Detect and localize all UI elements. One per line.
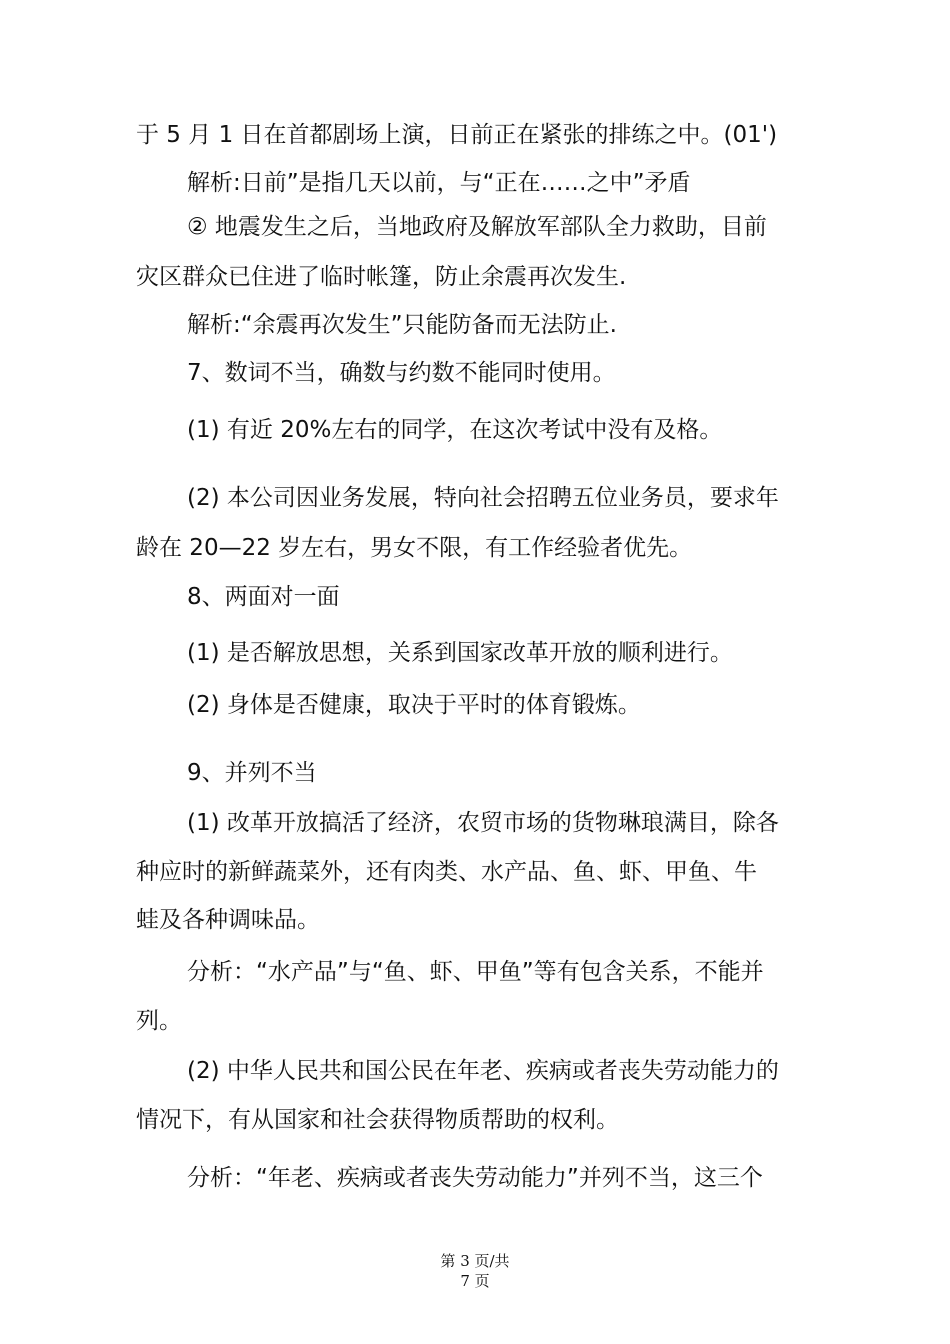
text-line: (1) 有近 20%左右的同学，在这次考试中没有及格。 bbox=[187, 417, 723, 443]
text-line: 解析:日前”是指几天以前，与“正在……之中”矛盾 bbox=[187, 170, 691, 196]
section-heading: 9、并列不当 bbox=[187, 760, 317, 786]
section-heading: 8、两面对一面 bbox=[187, 584, 340, 610]
section-heading: 7、数词不当，确数与约数不能同时使用。 bbox=[187, 360, 616, 386]
text-line: 解析:“余震再次发生”只能防备而无法防止. bbox=[187, 312, 617, 338]
text-line: (2) 本公司因业务发展，特向社会招聘五位业务员，要求年 bbox=[187, 485, 779, 511]
page-total: 7 页 bbox=[460, 1272, 490, 1290]
text-line: ② 地震发生之后，当地政府及解放军部队全力救助，目前 bbox=[187, 214, 767, 240]
text-line: 分析：“水产品”与“鱼、虾、甲鱼”等有包含关系，不能并 bbox=[187, 959, 764, 985]
text-line: 蛙及各种调味品。 bbox=[136, 907, 320, 933]
text-line: 列。 bbox=[136, 1008, 182, 1034]
page-number: 第 3 页/共 bbox=[440, 1252, 510, 1270]
text-line: 于 5 月 1 日在首都剧场上演，日前正在紧张的排练之中。(01') bbox=[136, 122, 778, 148]
text-line: (1) 是否解放思想，关系到国家改革开放的顺利进行。 bbox=[187, 640, 733, 666]
text-line: 龄在 20—22 岁左右，男女不限，有工作经验者优先。 bbox=[136, 535, 693, 561]
text-line: (2) 身体是否健康，取决于平时的体育锻炼。 bbox=[187, 692, 641, 718]
text-line: 分析：“年老、疾病或者丧失劳动能力”并列不当，这三个 bbox=[187, 1165, 763, 1191]
text-line: (1) 改革开放搞活了经济，农贸市场的货物琳琅满目，除各 bbox=[187, 810, 779, 836]
text-line: 灾区群众已住进了临时帐篷，防止余震再次发生. bbox=[136, 264, 627, 290]
text-line: (2) 中华人民共和国公民在年老、疾病或者丧失劳动能力的 bbox=[187, 1058, 779, 1084]
text-line: 情况下，有从国家和社会获得物质帮助的权利。 bbox=[136, 1107, 619, 1133]
text-line: 种应时的新鲜蔬菜外，还有肉类、水产品、鱼、虾、甲鱼、牛 bbox=[136, 859, 757, 885]
